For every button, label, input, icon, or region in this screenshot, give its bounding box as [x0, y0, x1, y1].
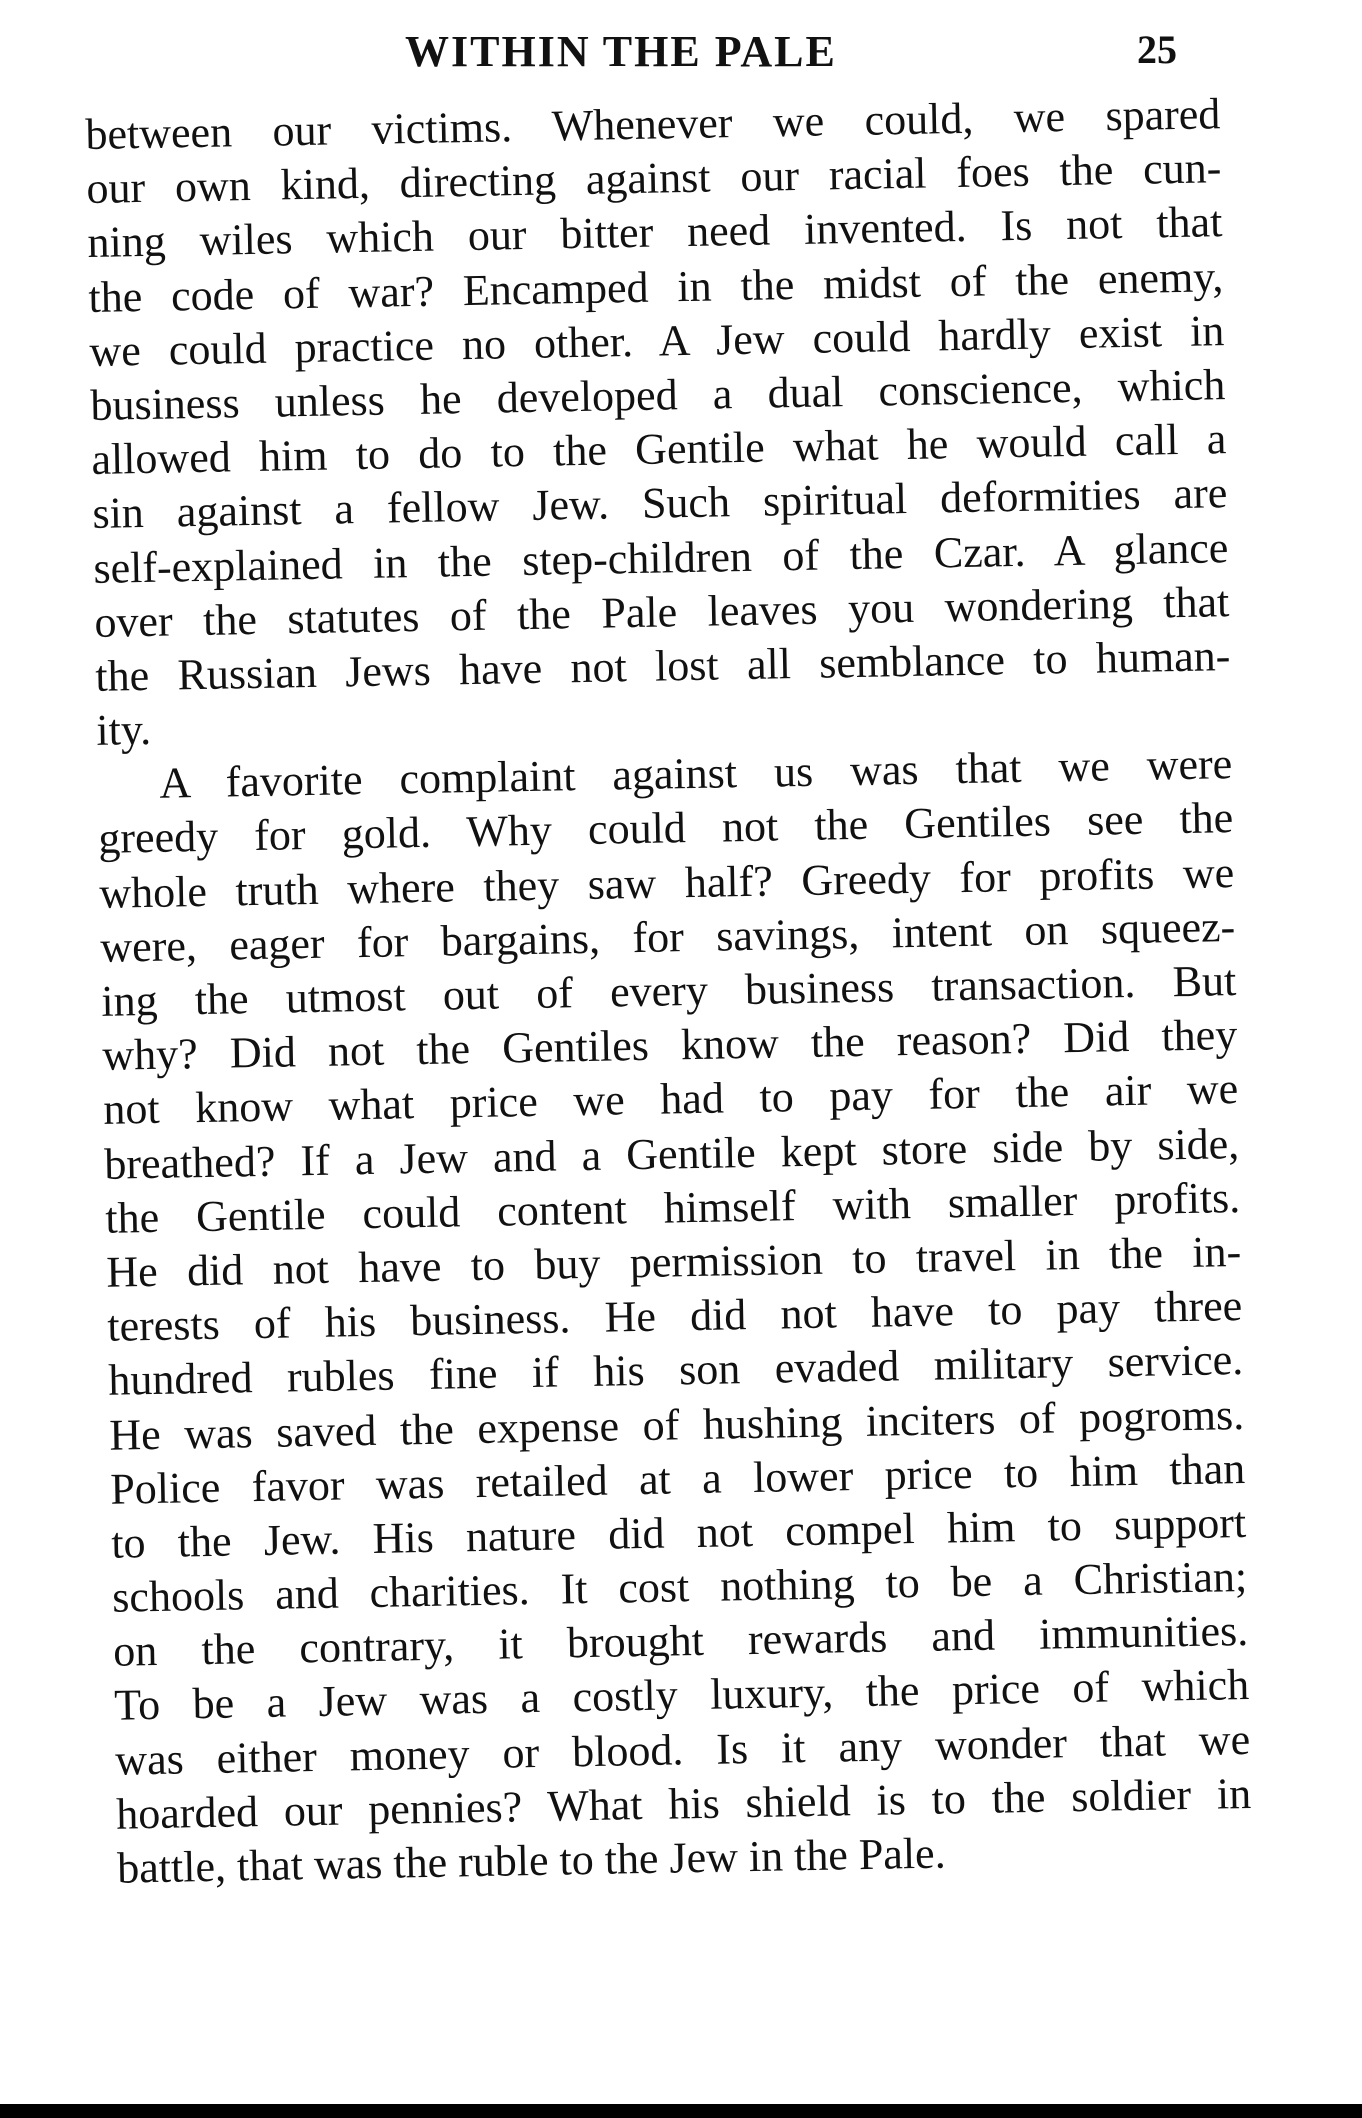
text-line: we could practice no other. A Jew could hardly exist in — [89, 305, 1225, 376]
text-line: business unless he developed a dual conscience, which — [90, 360, 1226, 430]
text-line: A favorite complaint against us was that we were — [158, 739, 1233, 808]
text-line: our own kind, directing against our racial foes the cun- — [86, 143, 1222, 214]
text-line: self-explained in the step-children of the Czar. A glance — [92, 522, 1229, 593]
text-line: why? Did not the Gentiles know the reason? Did they — [101, 1010, 1238, 1081]
text-line: greedy for gold. Why could not the Gentiles see the — [97, 793, 1234, 864]
text-line: was either money or blood. Is it any wonder that we — [114, 1714, 1251, 1785]
text-line: hoarded our pennies? What his shield is to the soldier in — [115, 1768, 1252, 1839]
text-line: ing the utmost out of every business transaction. But — [100, 956, 1237, 1026]
page-number: 25 — [1137, 27, 1177, 72]
paragraph — [97, 737, 1253, 1896]
text-line: schools and charities. It cost nothing to be a Christian; — [111, 1552, 1248, 1622]
text-line: between our victims. Whenever we could, we spared — [85, 89, 1221, 159]
text-line: battle, that was the ruble to the Jew in the Pale. — [116, 1828, 947, 1893]
paragraph — [85, 87, 1232, 758]
text-line: allowed him to do to the Gentile what he would call a — [90, 414, 1227, 485]
text-line: to the Jew. His nature did not compel him to support — [110, 1497, 1247, 1568]
text-line: the code of war? Encamped in the midst of the enemy, — [88, 251, 1224, 322]
scan-bottom-border — [0, 2104, 1362, 2118]
running-title: WITHIN THE PALE — [405, 27, 837, 76]
body-text — [85, 87, 1253, 1896]
text-line: He did not have to buy permission to travel in the in- — [105, 1226, 1242, 1297]
text-line: not know what price we had to pay for the air we — [102, 1064, 1239, 1135]
text-line: sin against a fellow Jew. Such spiritual deformities are — [91, 468, 1228, 539]
text-line: breathed? If a Jew and a Gentile kept store side by side, — [103, 1118, 1240, 1189]
text-line: whole truth where they saw half? Greedy for profits we — [98, 847, 1235, 918]
text-line: hundred rubles fine if his son evaded military service. — [107, 1335, 1244, 1406]
text-line: terests of his business. He did not have to pay three — [106, 1281, 1243, 1351]
text-line: To be a Jew was a costly luxury, the price of which — [113, 1660, 1250, 1731]
text-line: ning wiles which our bitter need invented. Is not that — [87, 197, 1223, 268]
text-line: were, eager for bargains, for savings, intent on squeez- — [99, 901, 1236, 972]
text-line: the Gentile could content himself with smaller profits. — [104, 1172, 1241, 1243]
text-line: Police favor was retailed at a lower price to him than — [109, 1443, 1246, 1514]
text-line: over the statutes of the Pale leaves you wondering that — [93, 576, 1230, 647]
text-line: ity. — [95, 704, 152, 755]
text-line: He was saved the expense of hushing inciters of pogroms. — [108, 1389, 1245, 1460]
running-header — [0, 18, 1362, 88]
text-line: on the contrary, it brought rewards and immunities. — [112, 1606, 1249, 1676]
text-line: the Russian Jews have not lost all semblance to human- — [94, 630, 1231, 701]
